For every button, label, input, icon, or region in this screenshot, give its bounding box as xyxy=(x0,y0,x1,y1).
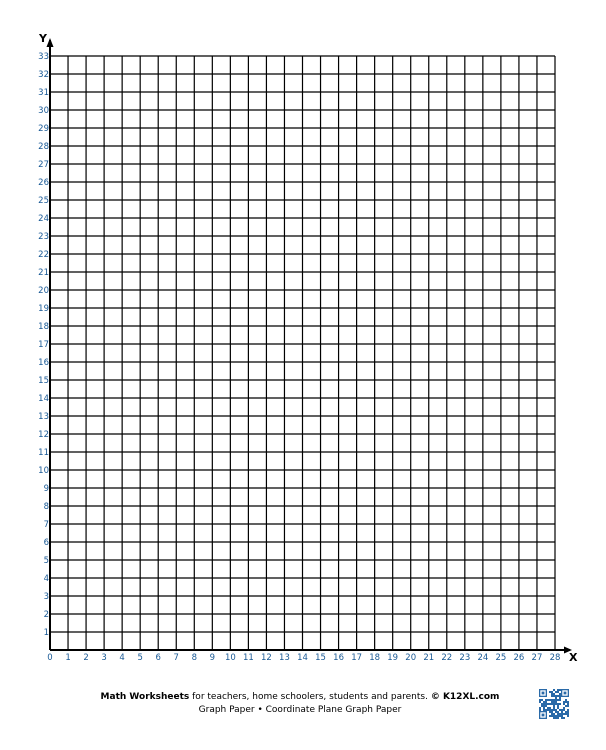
y-tick-label: 13 xyxy=(38,412,49,422)
x-tick-label: 26 xyxy=(513,653,525,663)
x-axis-label: X xyxy=(569,651,578,664)
y-tick-label: 2 xyxy=(43,610,49,620)
x-tick-label: 8 xyxy=(191,653,197,663)
x-tick-label: 28 xyxy=(549,653,561,663)
y-tick-label: 23 xyxy=(38,232,49,242)
y-tick-label: 29 xyxy=(38,124,49,134)
x-tick-label: 24 xyxy=(477,653,489,663)
y-tick-label: 5 xyxy=(43,556,49,566)
y-tick-label: 33 xyxy=(38,52,49,62)
x-tick-label: 6 xyxy=(155,653,161,663)
y-tick-label: 12 xyxy=(38,430,49,440)
x-tick-label: 2 xyxy=(83,653,89,663)
y-tick-label: 4 xyxy=(43,574,49,584)
x-tick-label: 10 xyxy=(224,653,236,663)
y-tick-label: 19 xyxy=(38,304,49,314)
y-tick-label: 14 xyxy=(38,394,49,404)
y-tick-label: 10 xyxy=(38,466,49,476)
y-tick-label: 16 xyxy=(38,358,49,368)
qr-code-icon xyxy=(538,688,570,720)
x-tick-label: 12 xyxy=(261,653,272,663)
x-tick-label: 18 xyxy=(369,653,381,663)
footer-tagline: for teachers, home schoolers, students and parents. xyxy=(192,692,428,702)
x-tick-label: 25 xyxy=(495,653,507,663)
x-tick-label: 20 xyxy=(405,653,417,663)
footer-copyright: © K12XL.com xyxy=(430,692,500,702)
x-tick-label: 5 xyxy=(137,653,143,663)
x-tick-label: 0 xyxy=(47,653,53,663)
y-axis-label: Y xyxy=(39,32,47,45)
y-tick-label: 9 xyxy=(43,484,49,494)
y-tick-label: 18 xyxy=(38,322,49,332)
x-tick-label: 19 xyxy=(387,653,399,663)
y-axis-arrow-icon xyxy=(47,38,54,47)
y-tick-label: 22 xyxy=(38,250,49,260)
y-tick-label: 7 xyxy=(43,520,49,530)
footer-brand: Math Worksheets xyxy=(100,692,190,702)
y-tick-label: 6 xyxy=(43,538,49,548)
x-tick-label: 15 xyxy=(315,653,326,663)
x-tick-label: 23 xyxy=(459,653,471,663)
x-tick-label: 17 xyxy=(351,653,363,663)
y-tick-label: 15 xyxy=(38,376,49,386)
y-tick-label: 26 xyxy=(38,178,49,188)
y-tick-label: 21 xyxy=(38,268,49,278)
y-tick-label: 17 xyxy=(38,340,49,350)
footer-subtitle: Graph Paper • Coordinate Plane Graph Paper xyxy=(198,705,402,715)
x-tick-label: 9 xyxy=(209,653,216,663)
footer-line-1 xyxy=(40,691,560,704)
y-tick-label: 11 xyxy=(38,448,49,458)
y-tick-label: 31 xyxy=(38,88,49,98)
x-tick-label: 21 xyxy=(423,653,435,663)
y-tick-label: 8 xyxy=(43,502,49,512)
x-tick-label: 13 xyxy=(279,653,290,663)
footer xyxy=(40,691,560,717)
x-tick-label: 16 xyxy=(333,653,344,663)
x-tick-label: 14 xyxy=(297,653,308,663)
y-tick-label: 20 xyxy=(38,286,49,296)
x-tick-label: 27 xyxy=(531,653,543,663)
x-tick-label: 1 xyxy=(65,653,71,663)
y-tick-label: 24 xyxy=(38,214,49,224)
y-tick-label: 28 xyxy=(38,142,49,152)
y-tick-label: 25 xyxy=(38,196,49,206)
x-tick-label: 11 xyxy=(242,653,254,663)
y-tick-label: 30 xyxy=(38,106,49,116)
y-tick-label: 27 xyxy=(38,160,49,170)
y-tick-label: 32 xyxy=(38,70,49,80)
x-tick-label: 22 xyxy=(441,653,453,663)
y-tick-label: 3 xyxy=(43,592,49,602)
y-tick-label: 1 xyxy=(43,628,49,638)
x-tick-label: 7 xyxy=(173,653,179,663)
x-tick-label: 4 xyxy=(119,653,125,663)
x-tick-label: 3 xyxy=(101,653,107,663)
